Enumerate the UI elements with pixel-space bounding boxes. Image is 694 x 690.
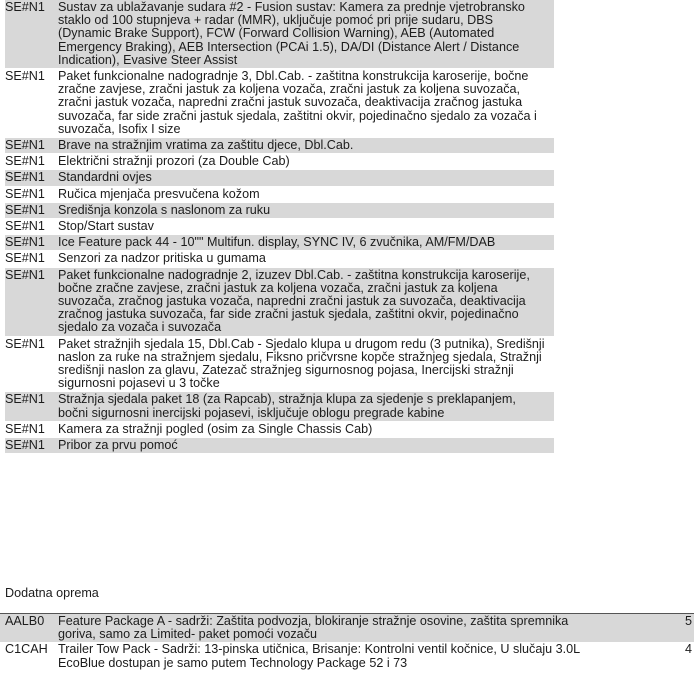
optional-equipment-description: Trailer Tow Pack - Sadrži: 13-pinska utičnica, Brisanje: Kontrolni ventil kočnice, U slučaju 3.0L EcoBlue dostupan je samo putem Technology Package 52 i 73 [58, 642, 580, 670]
equipment-row [5, 154, 554, 170]
equipment-row [5, 219, 554, 235]
equipment-row [5, 422, 554, 438]
equipment-row [5, 235, 554, 251]
equipment-code: SE#N1 [5, 235, 45, 250]
equipment-row [5, 392, 554, 421]
equipment-row [5, 251, 554, 267]
equipment-row [5, 438, 554, 454]
equipment-row [5, 203, 554, 219]
equipment-description: Paket stražnjih sjedala 15, Dbl.Cab - Sjedalo klupa u drugom redu (3 putnika), Središnji naslon za ruke na stražnjem sjedalu, Fiksno pričvrsne kopče stražnjeg sjedala, Stražnji središnji naslon za glavu, Zatezač stražnjeg sigurnosnog pojasa, Inercijski stražnji sigurnosni pojasevi u 3 točke [58, 336, 545, 391]
equipment-description: Paket funkcionalne nadogradnje 3, Dbl.Cab. - zaštitna konstrukcija karoserije, bočne zračne zavjese, zračni jastuk za koljena vozača, zračni jastuk za koljena suvozača, zračni jastuk vozača, napredni zračni jastuk suvozača, deaktivacija zračnog jastuka suvozača, far side zračni jastuk sjedala, zaštitni okvir, pojedinačno sjedalo za vozača i suvozača, Isofix I size [58, 69, 537, 136]
equipment-row [5, 187, 554, 203]
optional-equipment-description: Feature Package A - sadrži: Zaštita podvozja, blokiranje stražnje osovine, zaštita spremnika goriva, samo za Limited- paket pomoći vozaču [58, 614, 569, 642]
equipment-description: Sustav za ublažavanje sudara #2 - Fusion sustav: Kamera za prednje vjetrobransko staklo od 100 stupnjeva + radar (MMR), uključuje pomoć pri prije sudaru, DBS (Dynamic Brake Support), FCW (Forward Collision Warning), AEB (Automated Emergency Braking), AEB Intersection (PCAi 1.5), DA/DI (Distance Alert / Distance Indication), Evasive Steer Assist [58, 0, 525, 67]
equipment-description: Senzori za nadzor pritiska u gumama [58, 251, 266, 266]
equipment-row [5, 337, 554, 393]
equipment-row [5, 170, 554, 186]
equipment-description: Stražnja sjedala paket 18 (za Rapcab), stražnja klupa za sjedenje s preklapanjem, bočni sigurnosni inercijski pojasevi, isključuje oblogu pregrade kabine [58, 392, 516, 420]
equipment-code: SE#N1 [5, 421, 45, 436]
equipment-description: Paket funkcionalne nadogradnje 2, izuzev Dbl.Cab. - zaštitna konstrukcija karoserije, bočne zračne zavjese, zračni jastuk za koljena vozača, zračni jastuk za koljena suvozača, zračnog jastuka vozača, napredni zračni jastuk za suvozača, deaktivacija zračnog jastuka suvozača, far side zračni jastuk sjedala, zaštitni okvir, pojedinačno sjedalo za vozača i suvozača [58, 267, 530, 335]
standard-equipment-list [5, 0, 554, 454]
optional-equipment-heading: Dodatna oprema [5, 586, 99, 600]
equipment-code: SE#N1 [5, 202, 45, 217]
equipment-row [5, 0, 554, 69]
equipment-code: SE#N1 [5, 170, 45, 185]
optional-equipment-code: AALB0 [5, 614, 45, 628]
optional-equipment-row [0, 642, 694, 670]
equipment-code: SE#N1 [5, 69, 45, 84]
equipment-description: Ručica mjenjača presvučena kožom [58, 186, 260, 201]
equipment-description: Stop/Start sustav [58, 219, 154, 234]
equipment-row [5, 69, 554, 138]
equipment-description: Brave na stražnjim vratima za zaštitu djece, Dbl.Cab. [58, 138, 354, 153]
equipment-code: SE#N1 [5, 186, 45, 201]
equipment-code: SE#N1 [5, 0, 45, 14]
equipment-description: Ice Feature pack 44 - 10"" Multifun. display, SYNC IV, 6 zvučnika, AM/FM/DAB [58, 235, 496, 250]
equipment-code: SE#N1 [5, 392, 45, 407]
optional-equipment-price: 5 [684, 614, 692, 628]
equipment-code: SE#N1 [5, 438, 45, 453]
equipment-row [5, 268, 554, 337]
optional-equipment-table [0, 613, 694, 671]
equipment-code: SE#N1 [5, 154, 45, 169]
equipment-code: SE#N1 [5, 138, 45, 153]
equipment-row [5, 138, 554, 154]
equipment-description: Pribor za prvu pomoć [58, 438, 178, 453]
equipment-code: SE#N1 [5, 336, 45, 351]
equipment-code: SE#N1 [5, 219, 45, 234]
optional-equipment-row [0, 614, 694, 642]
optional-equipment-code: C1CAH [5, 642, 48, 657]
equipment-code: SE#N1 [5, 251, 45, 266]
optional-equipment-price: 4 [684, 642, 692, 657]
equipment-description: Električni stražnji prozori (za Double Cab) [58, 154, 290, 169]
equipment-description: Kamera za stražnji pogled (osim za Single Chassis Cab) [58, 421, 373, 436]
equipment-code: SE#N1 [5, 267, 45, 282]
equipment-description: Središnja konzola s naslonom za ruku [58, 202, 271, 217]
equipment-description: Standardni ovjes [58, 170, 152, 185]
